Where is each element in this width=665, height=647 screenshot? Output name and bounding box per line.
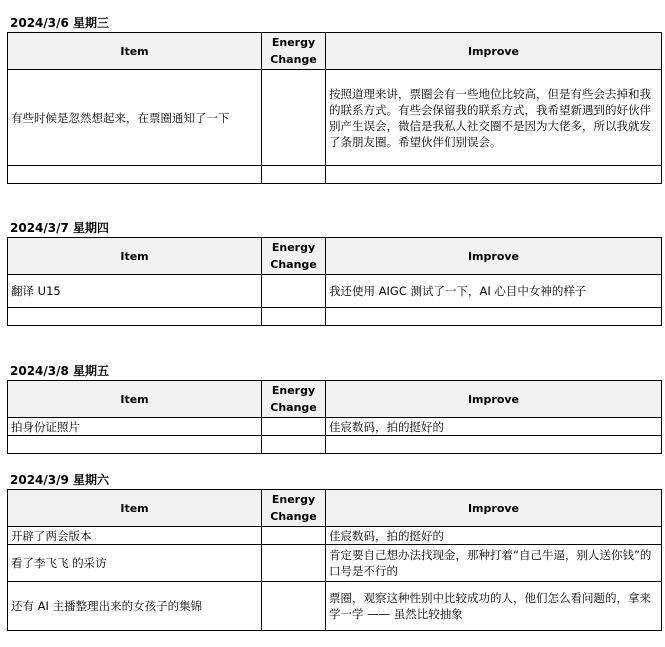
- section-date: 2024/3/7 星期四: [10, 221, 110, 235]
- item-cell: 开辟了两会版本: [8, 527, 262, 545]
- improve-header: Improve: [326, 33, 662, 70]
- improve-header: Improve: [326, 238, 662, 275]
- improve-cell: 肯定要自己想办法找现金，那种打着“自己牛逼，别人送你钱”的口号是不行的: [326, 545, 662, 582]
- item-cell: 还有 AI 主播整理出来的女孩子的集锦: [8, 582, 262, 631]
- log-table: [7, 489, 662, 631]
- item-cell: 拍身份证照片: [8, 418, 262, 436]
- energy-change-header: Energy Change: [262, 238, 326, 275]
- table-row: [8, 70, 662, 166]
- header-row: [8, 490, 662, 527]
- improve-cell: 佳宸数码，拍的挺好的: [326, 418, 662, 436]
- header-row: [8, 33, 662, 70]
- table-row: [8, 545, 662, 582]
- item-header: Item: [8, 33, 262, 70]
- energy-change-header: Energy Change: [262, 490, 326, 527]
- item-cell: 看了李飞飞 的采访: [8, 545, 262, 582]
- energy-cell: [262, 418, 326, 436]
- improve-cell: 佳宸数码，拍的挺好的: [326, 527, 662, 545]
- table-row: [8, 436, 662, 454]
- improve-header: Improve: [326, 490, 662, 527]
- item-header: Item: [8, 238, 262, 275]
- table-row: [8, 166, 662, 184]
- table-row: [8, 275, 662, 308]
- energy-cell: [262, 436, 326, 454]
- improve-cell: [326, 436, 662, 454]
- header-row: [8, 238, 662, 275]
- energy-change-header: Energy Change: [262, 33, 326, 70]
- improve-cell: 按照道理来讲，票圈会有一些地位比较高，但是有些会去掉和我的联系方式。有些会保留我的联系方式，我希望新遇到的好伙伴别产生误会，微信是我私人社交圈不是因为大佬多，所以我就发了条朋友圈。希望伙伴们别误会。: [326, 70, 662, 166]
- item-header: Item: [8, 381, 262, 418]
- log-table: [7, 32, 662, 184]
- table-row: [8, 582, 662, 631]
- table-row: [8, 418, 662, 436]
- section-date: 2024/3/9 星期六: [10, 473, 110, 487]
- item-cell: 有些时候是忽然想起来，在票圈通知了一下: [8, 70, 262, 166]
- energy-change-header: Energy Change: [262, 381, 326, 418]
- item-cell: [8, 308, 262, 326]
- log-table: [7, 237, 662, 326]
- energy-cell: [262, 275, 326, 308]
- energy-cell: [262, 70, 326, 166]
- table-row: [8, 527, 662, 545]
- item-cell: 翻译 U15: [8, 275, 262, 308]
- improve-cell: [326, 166, 662, 184]
- energy-cell: [262, 582, 326, 631]
- energy-cell: [262, 527, 326, 545]
- energy-cell: [262, 545, 326, 582]
- improve-cell: 票圈，观察这种性别中比较成功的人，他们怎么看问题的，拿来学一学 —— 虽然比较抽象: [326, 582, 662, 631]
- log-table: [7, 380, 662, 454]
- item-cell: [8, 166, 262, 184]
- improve-cell: [326, 308, 662, 326]
- item-header: Item: [8, 490, 262, 527]
- section-date: 2024/3/6 星期三: [10, 16, 110, 30]
- improve-header: Improve: [326, 381, 662, 418]
- table-row: [8, 308, 662, 326]
- header-row: [8, 381, 662, 418]
- section-date: 2024/3/8 星期五: [10, 364, 110, 378]
- energy-cell: [262, 166, 326, 184]
- energy-cell: [262, 308, 326, 326]
- improve-cell: 我还使用 AIGC 测试了一下，AI 心目中女神的样子: [326, 275, 662, 308]
- item-cell: [8, 436, 262, 454]
